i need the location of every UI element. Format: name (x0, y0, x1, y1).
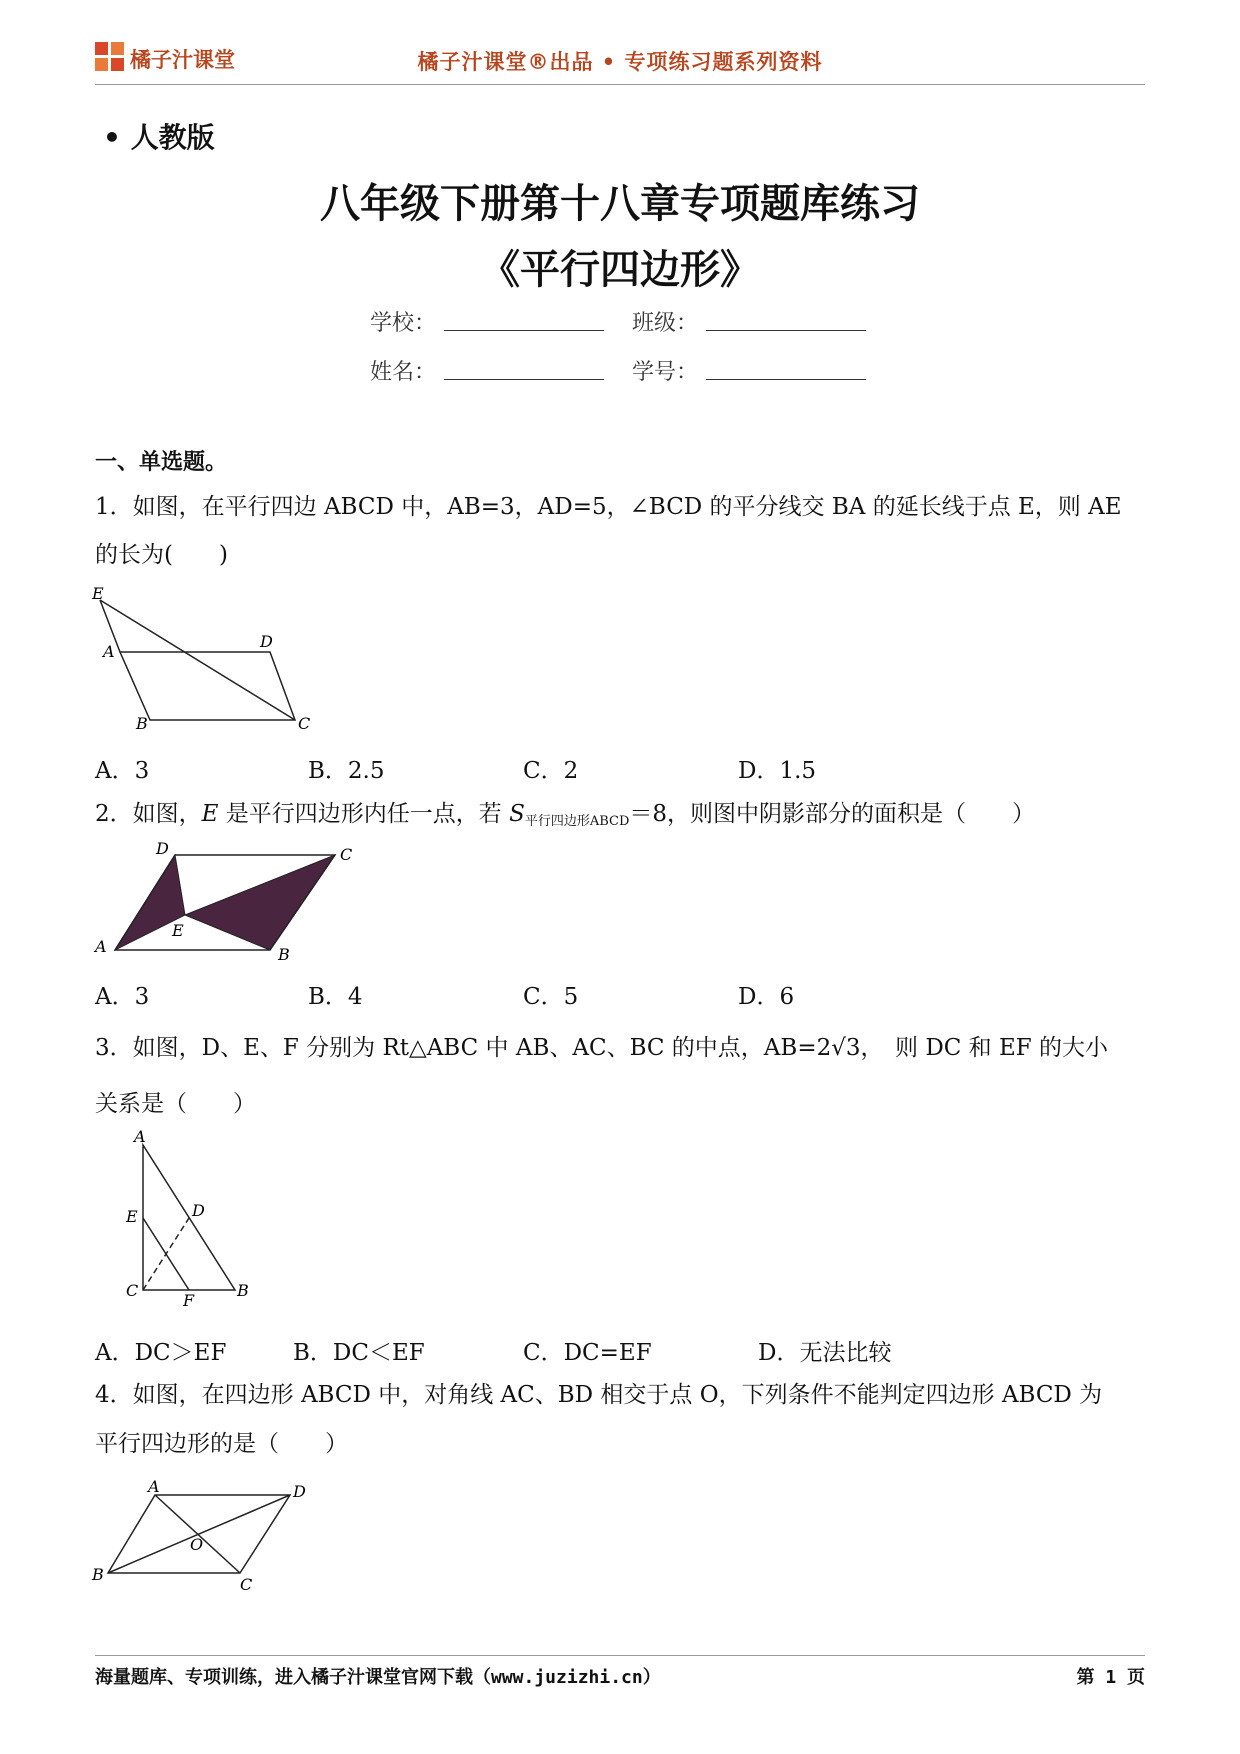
name-field[interactable] (444, 379, 604, 380)
footer-divider (95, 1655, 1145, 1656)
question-2-figure (90, 840, 370, 970)
question-2-text: 2．如图，E 是平行四边形内任一点，若 $S_{平行四边形ABCD}=8$，则图中阴影部分的面积是（ ） (95, 801, 1036, 829)
question-4-line2: 平行四边形的是（ ） (95, 1431, 348, 1457)
fig2-label-c: C (340, 845, 353, 864)
question-1-line2: 的长为( ) (95, 542, 228, 568)
question-3-figure (120, 1130, 260, 1315)
school-field[interactable] (444, 330, 604, 331)
edition-label: • 人教版 (103, 121, 215, 154)
page-number: 第 1 页 (1076, 1667, 1145, 1688)
question-4-line1: 4．如图，在四边形 ABCD 中，对角线 AC、BD 相交于点 O，下列条件不能判定四边形 ABCD 为 (95, 1382, 1103, 1408)
fig4-label-a: A (148, 1480, 160, 1496)
page-subtitle: 《平行四边形》 (480, 247, 760, 293)
question-3-line2: 关系是（ ） (95, 1091, 256, 1117)
q2-option-b[interactable]: B．4 (308, 984, 363, 1010)
number-field[interactable] (706, 379, 866, 380)
fig3-label-a: A (134, 1130, 146, 1146)
q3-option-d[interactable]: D．无法比较 (758, 1340, 892, 1366)
page-title: 八年级下册第十八章专项题库练习 (320, 181, 920, 227)
fig4-label-c: C (240, 1575, 253, 1590)
class-label: 班级： (632, 311, 699, 336)
q1-option-c[interactable]: C．2 (523, 758, 579, 784)
fig1-label-b: B (136, 714, 148, 733)
fig3-label-d: D (192, 1201, 205, 1220)
footer-text: 海量题库、专项训练，进入橘子汁课堂官网下载（www.juzizhi.cn） (95, 1667, 661, 1688)
q1-option-d[interactable]: D．1.5 (738, 758, 817, 784)
header-title: 橘子汁课堂®出品 • 专项练习题系列资料 (417, 50, 823, 74)
q2-option-c[interactable]: C．5 (523, 984, 579, 1010)
q1-option-b[interactable]: B．2.5 (308, 758, 385, 784)
q3-option-a[interactable]: A．DC＞EF (95, 1340, 227, 1366)
fig2-label-e: E (172, 921, 184, 940)
name-label: 姓名： (370, 360, 437, 385)
question-4-figure (90, 1480, 320, 1590)
section-title: 一、单选题。 (95, 450, 228, 475)
fig1-label-a: A (103, 642, 115, 661)
q2-option-d[interactable]: D．6 (738, 984, 795, 1010)
q2-option-a[interactable]: A．3 (95, 984, 150, 1010)
fig4-label-d: D (293, 1482, 306, 1501)
brand-logo-text: 橘子汁课堂 (130, 48, 235, 72)
fig2-label-b: B (278, 945, 290, 964)
question-3-line1: 3．如图，D、E、F 分别为 Rt△ABC 中 AB、AC、BC 的中点，AB=2√3， 则 DC 和 EF 的大小 (95, 1035, 1109, 1061)
fig4-label-b: B (92, 1565, 104, 1584)
fig1-label-c: C (298, 714, 311, 733)
header-divider (95, 84, 1145, 85)
question-1-line1: 1．如图，在平行四边 ABCD 中，AB=3，AD=5，∠BCD 的平分线交 BA 的延长线于点 E，则 AE (95, 494, 1122, 520)
school-label: 学校： (370, 311, 437, 336)
q3-option-c[interactable]: C．DC=EF (523, 1340, 652, 1366)
fig4-label-o: O (190, 1535, 204, 1554)
fig3-label-c: C (126, 1281, 139, 1300)
question-1-figure (90, 585, 320, 735)
fig3-label-e: E (126, 1207, 138, 1226)
fig1-label-e: E (92, 585, 104, 603)
fig3-label-b: B (237, 1281, 249, 1300)
fig1-label-d: D (260, 632, 273, 651)
q3-option-b[interactable]: B．DC＜EF (293, 1340, 425, 1366)
fig2-label-a: A (95, 937, 107, 956)
fig3-label-f: F (183, 1291, 195, 1310)
class-field[interactable] (706, 330, 866, 331)
number-label: 学号： (632, 360, 699, 385)
q1-option-a[interactable]: A．3 (95, 758, 150, 784)
fig2-label-d: D (156, 840, 169, 858)
